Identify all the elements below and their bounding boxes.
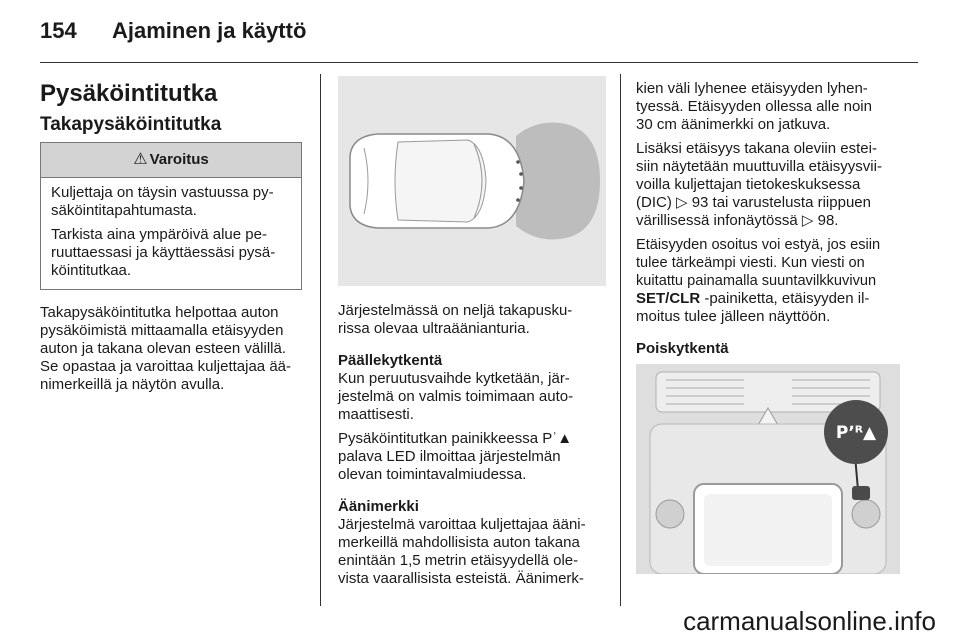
watermark: carmanualsonline.info	[683, 606, 936, 636]
header-rule	[40, 62, 918, 63]
intro-line: pysäköimistä mittaamalla etäisyyden	[40, 322, 284, 339]
section-subtitle: Takapysäköintitutka	[40, 114, 222, 135]
set-clr-label: SET/CLR	[636, 290, 701, 307]
display-line: siin näytetään muuttuvilla etäisyysvii-	[636, 158, 882, 175]
parking-button-label: Pʼᴿ▲	[835, 423, 877, 443]
beep-heading: Äänimerkki	[338, 498, 419, 515]
column-divider	[320, 74, 321, 606]
warning-header	[41, 143, 301, 178]
chapter-title: Ajaminen ja käyttö	[112, 18, 307, 43]
warning-triangle-icon: ⚠	[133, 151, 148, 168]
column-divider	[620, 74, 621, 606]
activation-heading: Päällekytkentä	[338, 352, 443, 369]
warning-box	[40, 142, 302, 290]
warning-body	[41, 178, 301, 280]
activation-line: Kun peruutusvaihde kytketään, jär-	[338, 370, 570, 387]
message-line	[636, 290, 906, 308]
led-line: palava LED ilmoittaa järjestelmän	[338, 448, 561, 465]
column-1-text	[40, 304, 308, 394]
intro-line: Takapysäköintitutka helpottaa auton	[40, 304, 279, 321]
car-sensor-illustration	[338, 76, 606, 286]
led-line: olevan toimintavalmiudessa.	[338, 466, 527, 483]
message-line: moitus tulee jälleen näyttöön.	[636, 308, 831, 325]
display-line: värillisessä infonäytössä ▷ 98.	[636, 212, 839, 229]
beep-continued-line: 30 cm äänimerkki on jatkuva.	[636, 116, 831, 133]
intro-line: Se opastaa ja varoittaa kuljettajaa ää-	[40, 358, 291, 375]
display-line: voilla kuljettajan tietokeskuksessa	[636, 176, 861, 193]
column-3-text	[636, 80, 906, 358]
beep-line: merkeillä mahdollisista auton takana	[338, 534, 580, 551]
beep-continued-line: kien väli lyhenee etäisyyden lyhen-	[636, 80, 868, 97]
section-title: Pysäköintitutka	[40, 80, 218, 107]
deactivation-heading: Poiskytkentä	[636, 340, 729, 357]
display-line: Lisäksi etäisyys takana oleviin estei-	[636, 140, 877, 157]
warning-text: Tarkista aina ympäröivä alue pe- ruuttaessasi ja käyttäessäsi pysä- köintitutkaa.	[51, 226, 276, 279]
warning-title: Varoitus	[149, 151, 209, 168]
page-number: 154	[40, 18, 77, 43]
activation-line: jestelmä on valmis toimimaan auto-	[338, 388, 574, 405]
message-line: tulee tärkeämpi viesti. Kun viesti on	[636, 255, 865, 271]
warning-text: Kuljettaja on täysin vastuussa py- säköintitapahtumasta.	[51, 184, 274, 219]
beep-line: Järjestelmä varoittaa kuljettajaa ääni-	[338, 516, 586, 533]
message-line: kuitattu painamalla suuntavilkkuvivun	[636, 273, 877, 289]
beep-line: vista vaarallisista esteistä. Äänimerk-	[338, 570, 584, 587]
beep-line: enintään 1,5 metrin etäisyydellä ole-	[338, 552, 579, 569]
column-2-text	[338, 302, 608, 588]
activation-line: maattisesti.	[338, 406, 414, 423]
led-line: Pysäköintitutkan painikkeessa Pʾ▲	[338, 430, 573, 447]
display-line: (DIC) ▷ 93 tai varustelusta riippuen	[636, 194, 871, 211]
intro-line: auton ja takana olevan esteen välillä.	[40, 340, 287, 357]
intro-line: nimerkeillä ja näytön avulla.	[40, 376, 225, 393]
sensor-line: rissa olevaa ultraäänianturia.	[338, 320, 530, 337]
dashboard-button-illustration	[636, 364, 900, 574]
beep-continued-line: tyessä. Etäisyyden ollessa alle noin	[636, 98, 872, 115]
set-clr-suffix: -painiketta, etäisyyden il-	[700, 290, 870, 307]
sensor-line: Järjestelmässä on neljä takapusku-	[338, 302, 573, 319]
message-line: Etäisyyden osoitus voi estyä, jos esiin	[636, 237, 881, 253]
